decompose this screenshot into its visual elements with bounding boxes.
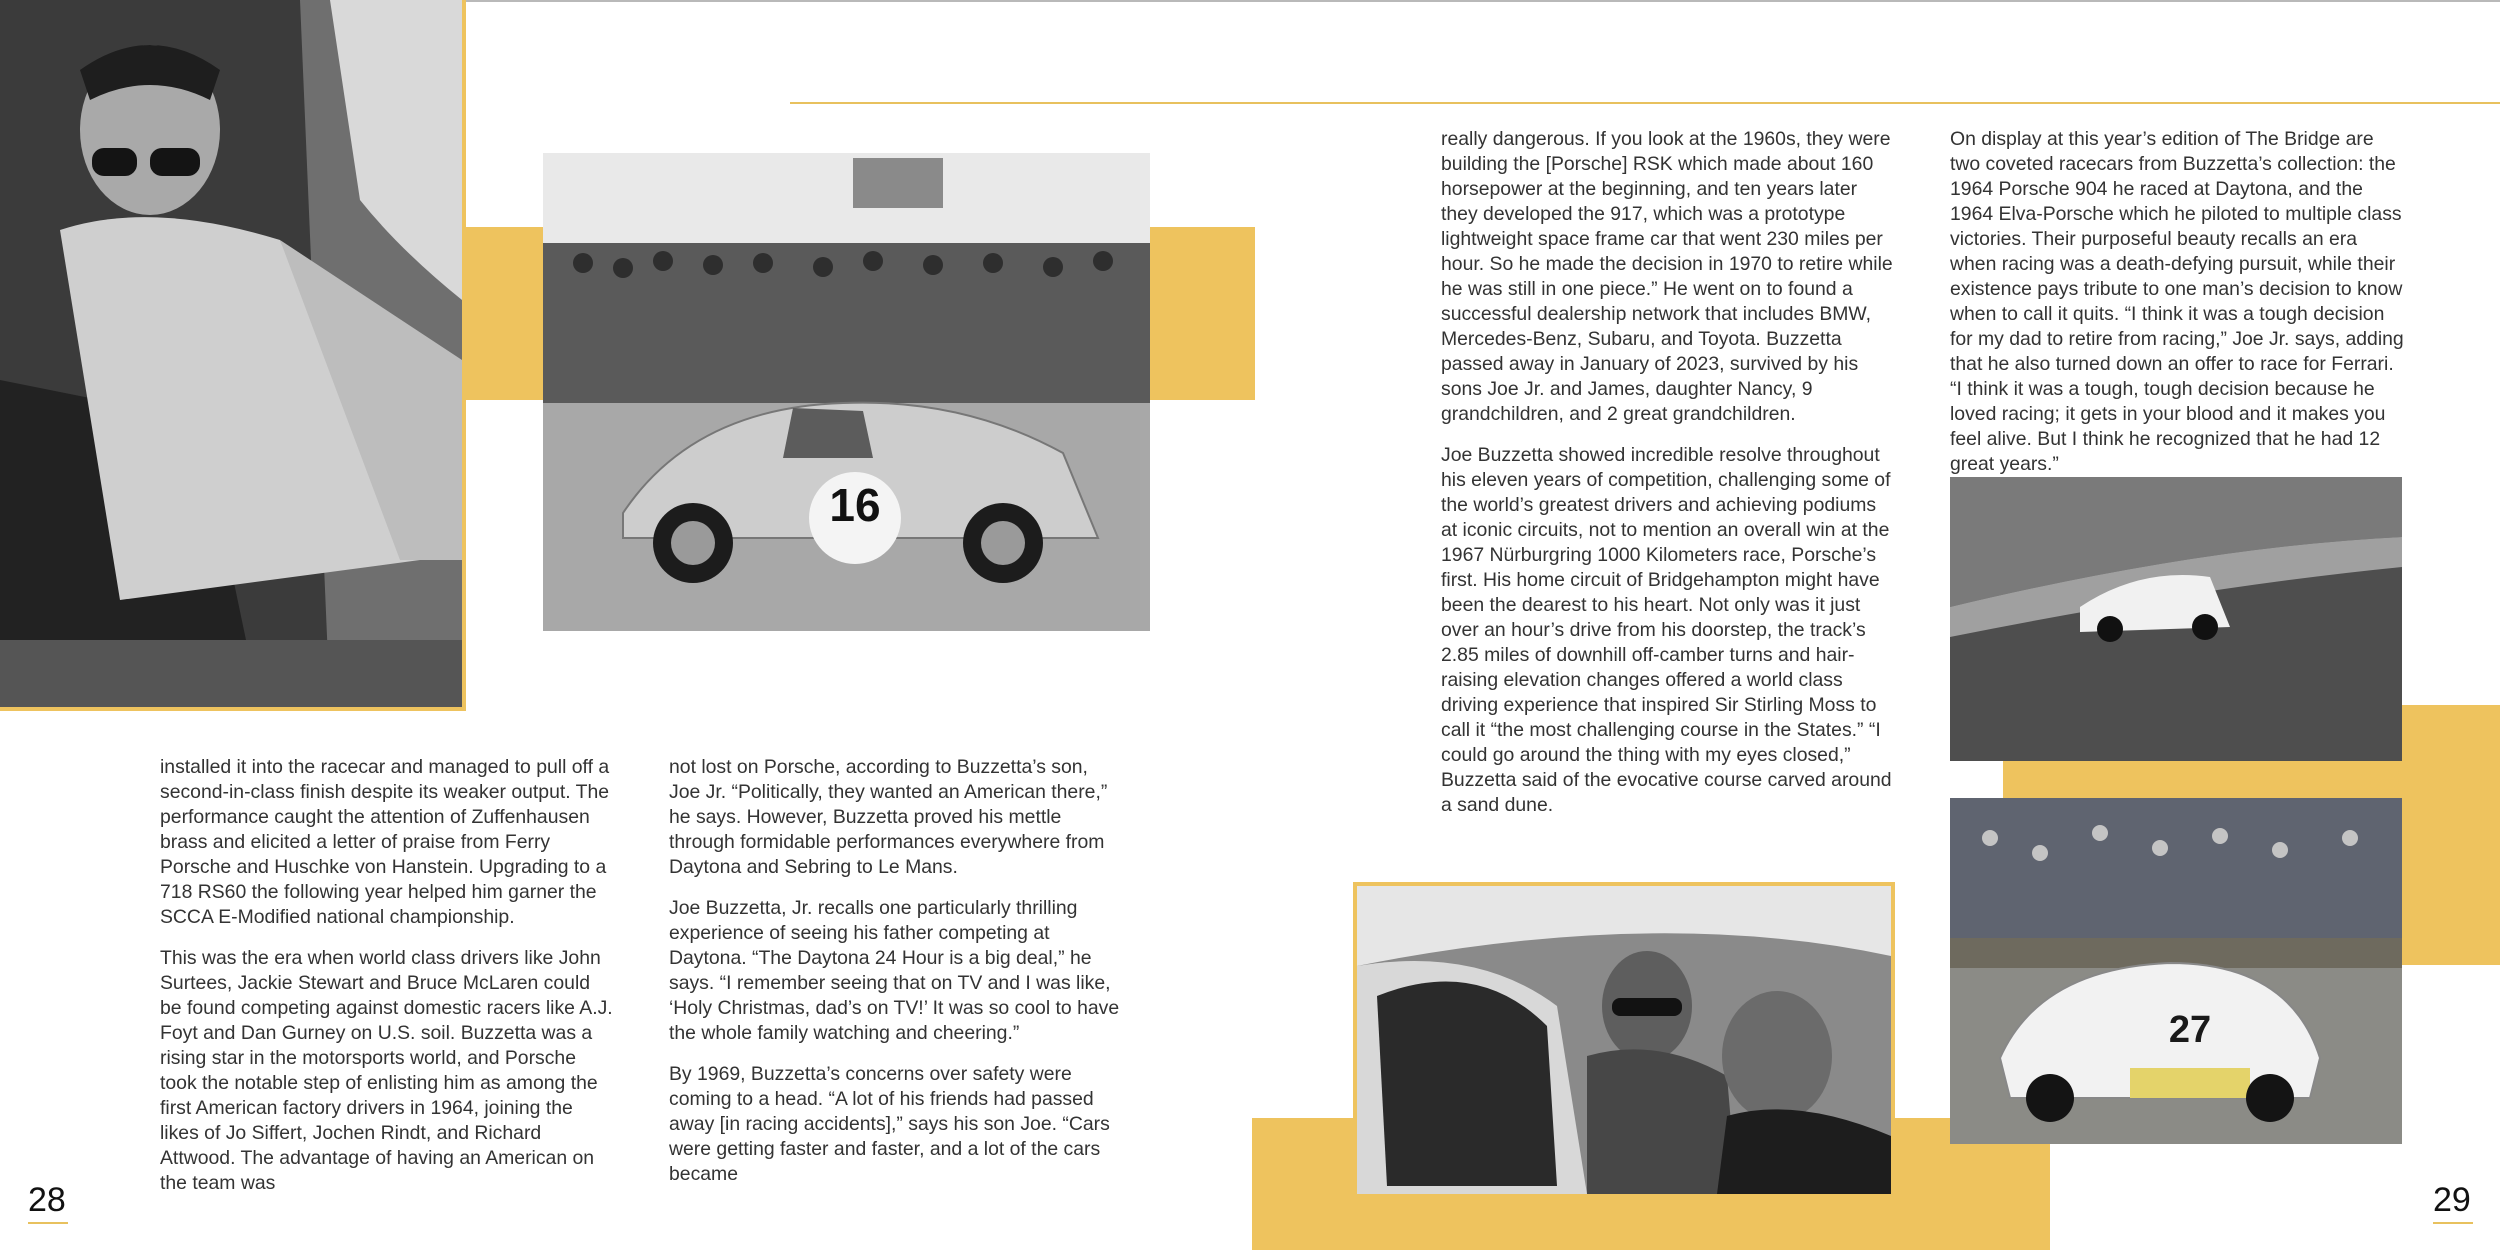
paragraph: really dangerous. If you look at the 1960s, they were building the [Porsche] RSK which made about 160 horsepower at the beginning, and ten years later they developed the 917, which was a prototype lightweight space frame car that went 230 miles per hour. So he made the decision in 1970 to retire while he was still in one piece.” He went on to found a successful dealership network that includes BMW, Mercedes-Benz, Subaru, and Toyota. Buzzetta passed away in January of 2023, survived by his sons Joe Jr. and James, daughter Nancy, 9 grandchildren, and 2 great grandchildren. [1441,128,1893,425]
text-column-4 [1950,127,2405,493]
page-number-left: 28 [28,1181,66,1219]
page-number-right: 29 [2433,1181,2471,1219]
paragraph: On display at this year’s edition of The Bridge are two coveted racecars from Buzzetta’s collection: the 1964 Porsche 904 he raced at Daytona, and the 1964 Elva-Porsche which he piloted to multiple class victories. Their purposeful beauty recalls an era when racing was a death-defying pursuit, while their existence pays tribute to one man’s decision to know when to call it quits. “I think it was a tough decision for my dad to retire from racing,” Joe Jr. says, adding that he also turned down an offer to race for Ferrari. “I think it was a tough, tough decision because he loved racing; it gets in your blood and it makes you feel alive. But I think he recognized that he had 12 great years.” [1950,128,2404,475]
paragraph: not lost on Porsche, according to Buzzetta’s son, Joe Jr. “Politically, they wanted an American there,” he says. However, Buzzetta proved his mettle through formidable performances everywhere from Daytona and Sebring to Le Mans. [669,756,1108,878]
paragraph: installed it into the racecar and managed to pull off a second-in-class finish despite its weaker output. The performance caught the attention of Zuffenhausen brass and elicited a letter of praise from Ferry Porsche and Huschke von Hanstein. Upgrading to a 718 RS60 the following year helped him garner the SCCA E-Modified national championship. [160,756,610,928]
paragraph: Joe Buzzetta, Jr. recalls one particularly thrilling experience of seeing his father competing at Daytona. “The Daytona 24 Hour is a big deal,” he says. “I remember seeing that on TV and I was like, ‘Holy Christmas, dad’s on TV!’ It was so cool to have the whole family watching and cheering.” [669,897,1120,1044]
porsche-908-race-photo [1950,798,2402,1144]
driver-portrait-photo [0,0,466,711]
cockpit-drivers-photo [1353,882,1895,1198]
page-number-right-underline [2433,1222,2473,1224]
car-number-27: 27 [2168,1009,2212,1051]
porsche-904-victory-photo [543,153,1150,631]
header-gold-rule [790,102,2500,104]
car-number-16: 16 [829,479,881,531]
text-column-3 [1441,127,1896,834]
page-number-left-underline [28,1222,68,1224]
porsche-906-track-photo [1950,477,2402,761]
paragraph: Joe Buzzetta showed incredible resolve throughout his eleven years of competition, challenging some of the world’s greatest drivers and achieving podiums at iconic circuits, not to mention an overall win at the 1967 Nürburgring 1000 Kilometers race, Porsche’s first. His home circuit of Bridgehampton might have been the dearest to his heart. Not only was it just over an hour’s drive from his doorstep, the track’s 2.85 miles of downhill off-camber turns and hair-raising elevation changes offered a world class driving experience that inspired Sir Stirling Moss to call it “the most challenging course in the States.” “I could go around the thing with my eyes closed,” Buzzetta said of the evocative course carved around a sand dune. [1441,444,1892,816]
text-column-1 [160,755,615,1212]
text-column-2 [669,755,1124,1203]
paragraph: By 1969, Buzzetta’s concerns over safety were coming to a head. “A lot of his friends had passed away [in racing accidents],” says his son Joe. “Cars were getting faster and faster, and a lot of the cars became [669,1063,1110,1185]
paragraph: This was the era when world class drivers like John Surtees, Jackie Stewart and Bruce McLaren could be found competing against domestic racers like A.J. Foyt and Dan Gurney on U.S. soil. Buzzetta was a rising star in the motorsports world, and Porsche took the notable step of enlisting him as among the first American factory drivers in 1964, joining the likes of Jo Siffert, Jochen Rindt, and Richard Attwood. The advantage of having an American on the team was [160,947,613,1194]
